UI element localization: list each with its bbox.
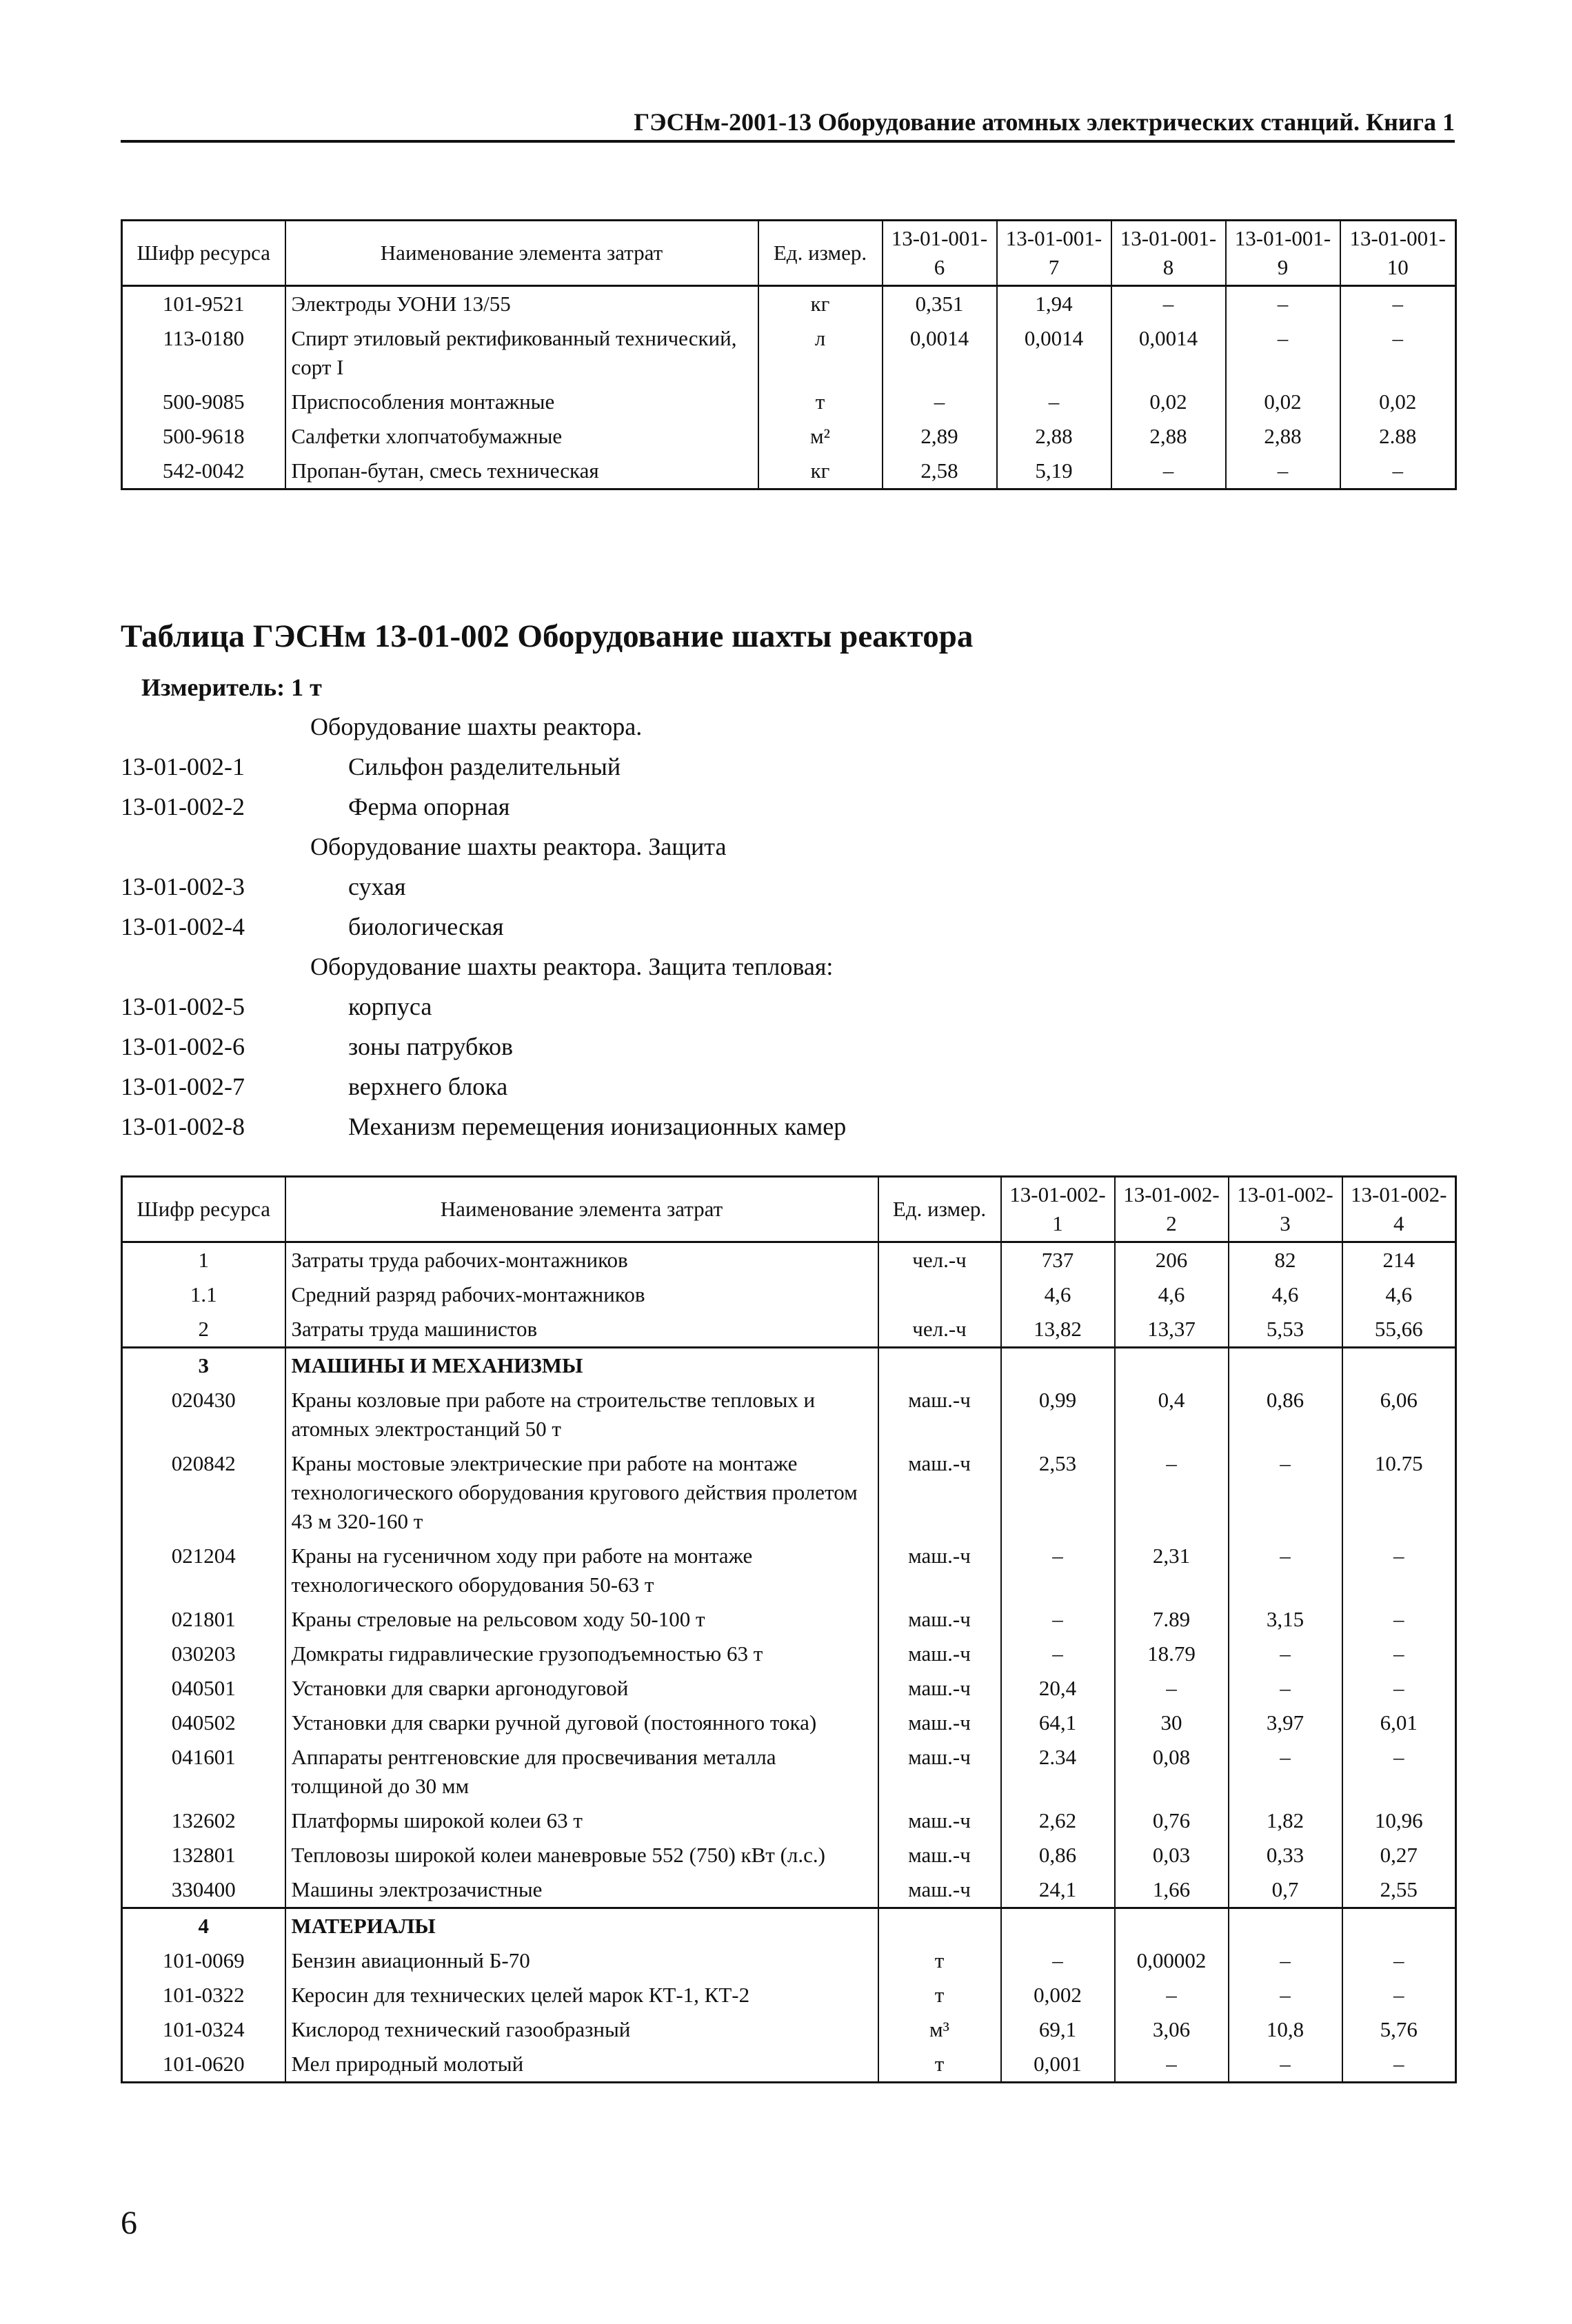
value-cell [1001, 1908, 1115, 1944]
value-cell: 0,02 [1226, 385, 1340, 419]
value-cell: 2.34 [1001, 1740, 1115, 1803]
unit-cell: маш.-ч [878, 1803, 1001, 1838]
value-cell: 737 [1001, 1242, 1115, 1278]
table-row [122, 385, 1456, 419]
norm-description: верхнего блока [348, 1073, 508, 1100]
section-row [122, 1348, 1456, 1384]
cost-element-name: Краны стреловые на рельсовом ходу 50-100 т [285, 1602, 878, 1637]
resource-code: 500-9618 [122, 419, 285, 454]
unit-cell: маш.-ч [878, 1446, 1001, 1539]
resource-code: 040501 [122, 1671, 285, 1706]
table-row [122, 419, 1456, 454]
cost-element-name: Платформы широкой колеи 63 т [285, 1803, 878, 1838]
value-cell: – [1001, 1637, 1115, 1671]
value-cell: – [1115, 1978, 1229, 2012]
value-cell: 5,19 [997, 454, 1111, 489]
value-cell: – [1229, 1978, 1342, 2012]
cost-element-name: Бензин авиационный Б-70 [285, 1943, 878, 1978]
col-header-norm: 13-01-001-8 [1111, 221, 1226, 286]
value-cell: 64,1 [1001, 1706, 1115, 1740]
value-cell: – [1342, 1602, 1456, 1637]
value-cell: 0,33 [1229, 1838, 1342, 1872]
cost-element-name: Машины электрозачистные [285, 1872, 878, 1908]
value-cell: 0,4 [1115, 1383, 1229, 1446]
value-cell: 6,01 [1342, 1706, 1456, 1740]
value-cell: 3,97 [1229, 1706, 1342, 1740]
cost-element-name: МАШИНЫ И МЕХАНИЗМЫ [285, 1348, 878, 1384]
cost-element-name: Аппараты рентгеновские для просвечивания металла толщиной до 30 мм [285, 1740, 878, 1803]
resource-table-002 [121, 1175, 1457, 2083]
header-title: ГЭСНм-2001-13 Оборудование атомных электрических станций. Книга 1 [634, 108, 1455, 136]
norm-code: 13-01-002-4 [121, 913, 245, 940]
col-header-norm: 13-01-002-1 [1001, 1177, 1115, 1242]
value-cell: – [1111, 454, 1226, 489]
cost-element-name: Затраты труда машинистов [285, 1312, 878, 1348]
resource-code: 542-0042 [122, 454, 285, 489]
value-cell: – [1001, 1539, 1115, 1602]
norm-description: зоны патрубков [348, 1033, 513, 1060]
value-cell: 2,31 [1115, 1539, 1229, 1602]
norm-code: 13-01-002-5 [121, 993, 245, 1020]
unit-cell: т [878, 1943, 1001, 1978]
value-cell: – [1342, 1671, 1456, 1706]
cost-element-name: МАТЕРИАЛЫ [285, 1908, 878, 1944]
resource-code: 020430 [122, 1383, 285, 1446]
cost-element-name: Салфетки хлопчатобумажные [285, 419, 758, 454]
col-header-norm: 13-01-001-9 [1226, 221, 1340, 286]
value-cell: – [1001, 1943, 1115, 1978]
resource-code: 3 [122, 1348, 285, 1384]
value-cell: 4,6 [1001, 1277, 1115, 1312]
cost-element-name: Краны на гусеничном ходу при работе на монтаже технологического оборудования 50-63 т [285, 1539, 878, 1602]
table-row [122, 1838, 1456, 1872]
table-row [122, 454, 1456, 489]
value-cell: 206 [1115, 1242, 1229, 1278]
resource-code: 041601 [122, 1740, 285, 1803]
cost-element-name: Установки для сварки аргонодуговой [285, 1671, 878, 1706]
value-cell: – [1342, 1740, 1456, 1803]
value-cell: 3,06 [1115, 2012, 1229, 2047]
section-row [122, 1908, 1456, 1944]
unit-cell: т [758, 385, 883, 419]
resource-code: 2 [122, 1312, 285, 1348]
cost-element-name: Приспособления монтажные [285, 385, 758, 419]
table-row [122, 1539, 1456, 1602]
resource-code: 030203 [122, 1637, 285, 1671]
value-cell: 2,53 [1001, 1446, 1115, 1539]
cost-element-name: Кислород технический газообразный [285, 2012, 878, 2047]
value-cell: 82 [1229, 1242, 1342, 1278]
value-cell: – [1340, 454, 1456, 489]
value-cell: 4,6 [1342, 1277, 1456, 1312]
value-cell: – [1226, 454, 1340, 489]
value-cell: 214 [1342, 1242, 1456, 1278]
unit-cell [878, 1348, 1001, 1384]
value-cell: 10,8 [1229, 2012, 1342, 2047]
table-row [122, 1803, 1456, 1838]
unit-cell: маш.-ч [878, 1383, 1001, 1446]
value-cell: – [1229, 1943, 1342, 1978]
resource-table-001 [121, 219, 1457, 490]
cost-element-name: Домкраты гидравлические грузоподъемностью 63 т [285, 1637, 878, 1671]
value-cell: 0,7 [1229, 1872, 1342, 1908]
table-row [122, 1872, 1456, 1908]
value-cell [1001, 1348, 1115, 1384]
unit-cell: маш.-ч [878, 1671, 1001, 1706]
unit-cell: маш.-ч [878, 1740, 1001, 1803]
col-header-norm: 13-01-002-3 [1229, 1177, 1342, 1242]
table-row [122, 321, 1456, 385]
resource-code: 132602 [122, 1803, 285, 1838]
table-title: Таблица ГЭСНм 13-01-002 Оборудование шахты реактора [121, 618, 974, 654]
value-cell: – [1226, 321, 1340, 385]
value-cell: 0,001 [1001, 2047, 1115, 2083]
table-row [122, 1943, 1456, 1978]
unit-cell: т [878, 1978, 1001, 2012]
value-cell [1115, 1348, 1229, 1384]
col-header-name: Наименование элемента затрат [285, 1177, 878, 1242]
value-cell: – [1342, 2047, 1456, 2083]
meter-value: 1 т [291, 674, 322, 701]
value-cell: – [1229, 1539, 1342, 1602]
value-cell: – [1229, 1637, 1342, 1671]
resource-code: 1 [122, 1242, 285, 1278]
table-header-row [122, 221, 1456, 286]
running-header [121, 107, 1455, 143]
value-cell: – [1001, 1602, 1115, 1637]
value-cell: 0,86 [1001, 1838, 1115, 1872]
cost-element-name: Краны козловые при работе на строительстве тепловых и атомных электростанций 50 т [285, 1383, 878, 1446]
table-row [122, 2012, 1456, 2047]
table-header-row [122, 1177, 1456, 1242]
value-cell: – [1342, 1539, 1456, 1602]
norm-description: Механизм перемещения ионизационных камер [348, 1113, 847, 1140]
unit-cell: м³ [878, 2012, 1001, 2047]
resource-code: 021801 [122, 1602, 285, 1637]
resource-code: 132801 [122, 1838, 285, 1872]
resource-code: 1.1 [122, 1277, 285, 1312]
value-cell: 18.79 [1115, 1637, 1229, 1671]
resource-code: 113-0180 [122, 321, 285, 385]
value-cell: 20,4 [1001, 1671, 1115, 1706]
value-cell: – [1342, 1978, 1456, 2012]
value-cell: 0,86 [1229, 1383, 1342, 1446]
table-row [122, 1383, 1456, 1446]
value-cell: 2,88 [1111, 419, 1226, 454]
col-header-norm: 13-01-001-7 [997, 221, 1111, 286]
value-cell: – [1229, 2047, 1342, 2083]
cost-element-name: Краны мостовые электрические при работе на монтаже технологического оборудования кругового действия пролетом 43 м 320-160 т [285, 1446, 878, 1539]
value-cell: 10.75 [1342, 1446, 1456, 1539]
norm-description: Ферма опорная [348, 793, 510, 820]
value-cell: – [1115, 1446, 1229, 1539]
value-cell: 0,03 [1115, 1838, 1229, 1872]
unit-cell: м² [758, 419, 883, 454]
norm-code: 13-01-002-7 [121, 1073, 245, 1100]
col-header-code: Шифр ресурса [122, 221, 285, 286]
value-cell: 0,351 [883, 286, 997, 322]
value-cell: 6,06 [1342, 1383, 1456, 1446]
resource-code: 021204 [122, 1539, 285, 1602]
unit-cell: маш.-ч [878, 1706, 1001, 1740]
page-number: 6 [121, 2205, 137, 2241]
value-cell: 5,76 [1342, 2012, 1456, 2047]
cost-element-name: Средний разряд рабочих-монтажников [285, 1277, 878, 1312]
value-cell: 0,0014 [1111, 321, 1226, 385]
resource-code: 101-9521 [122, 286, 285, 322]
value-cell: 2,88 [997, 419, 1111, 454]
value-cell: – [1229, 1740, 1342, 1803]
value-cell: – [1111, 286, 1226, 322]
col-header-norm: 13-01-002-4 [1342, 1177, 1456, 1242]
value-cell: 2,55 [1342, 1872, 1456, 1908]
norm-code: 13-01-002-2 [121, 793, 245, 820]
table-row [122, 286, 1456, 322]
unit-cell: маш.-ч [878, 1539, 1001, 1602]
cost-element-name: Затраты труда рабочих-монтажников [285, 1242, 878, 1278]
table-row [122, 1312, 1456, 1348]
value-cell: 0,0014 [997, 321, 1111, 385]
col-header-code: Шифр ресурса [122, 1177, 285, 1242]
value-cell: – [1342, 1637, 1456, 1671]
value-cell: 0,002 [1001, 1978, 1115, 2012]
value-cell: 0,02 [1340, 385, 1456, 419]
unit-cell [878, 1908, 1001, 1944]
value-cell: 0,08 [1115, 1740, 1229, 1803]
value-cell: 55,66 [1342, 1312, 1456, 1348]
cost-element-name: Керосин для технических целей марок КТ-1, КТ-2 [285, 1978, 878, 2012]
norm-description: Сильфон разделительный [348, 753, 621, 780]
resource-code: 101-0324 [122, 2012, 285, 2047]
col-header-norm: 13-01-001-10 [1340, 221, 1456, 286]
unit-cell: чел.-ч [878, 1242, 1001, 1278]
table-row [122, 1277, 1456, 1312]
value-cell: 2,88 [1226, 419, 1340, 454]
value-cell: 2,89 [883, 419, 997, 454]
value-cell: 13,37 [1115, 1312, 1229, 1348]
resource-code: 500-9085 [122, 385, 285, 419]
table-row [122, 1446, 1456, 1539]
unit-cell: т [878, 2047, 1001, 2083]
value-cell: – [883, 385, 997, 419]
value-cell: – [1229, 1446, 1342, 1539]
value-cell [1229, 1348, 1342, 1384]
resource-code: 101-0069 [122, 1943, 285, 1978]
value-cell: 1,82 [1229, 1803, 1342, 1838]
unit-cell: маш.-ч [878, 1872, 1001, 1908]
value-cell: 0,99 [1001, 1383, 1115, 1446]
meter-line [141, 672, 322, 703]
col-header-name: Наименование элемента затрат [285, 221, 758, 286]
value-cell: 30 [1115, 1706, 1229, 1740]
resource-code: 4 [122, 1908, 285, 1944]
value-cell: 0,00002 [1115, 1943, 1229, 1978]
table-row [122, 1602, 1456, 1637]
value-cell: 4,6 [1229, 1277, 1342, 1312]
value-cell: 4,6 [1115, 1277, 1229, 1312]
value-cell: 0,76 [1115, 1803, 1229, 1838]
norm-code: 13-01-002-3 [121, 873, 245, 900]
resource-code: 020842 [122, 1446, 285, 1539]
value-cell: 7.89 [1115, 1602, 1229, 1637]
unit-cell [878, 1277, 1001, 1312]
value-cell: 2.88 [1340, 419, 1456, 454]
table-row [122, 1978, 1456, 2012]
value-cell: – [1340, 286, 1456, 322]
value-cell: 10,96 [1342, 1803, 1456, 1838]
value-cell [1229, 1908, 1342, 1944]
value-cell: 13,82 [1001, 1312, 1115, 1348]
value-cell: – [1229, 1671, 1342, 1706]
table-row [122, 1242, 1456, 1278]
resource-code: 330400 [122, 1872, 285, 1908]
unit-cell: маш.-ч [878, 1602, 1001, 1637]
norm-code: 13-01-002-8 [121, 1113, 245, 1140]
value-cell: – [1340, 321, 1456, 385]
col-header-norm: 13-01-002-2 [1115, 1177, 1229, 1242]
table-row [122, 1637, 1456, 1671]
norm-description: сухая [348, 873, 406, 900]
table-row [122, 1671, 1456, 1706]
value-cell: 2,62 [1001, 1803, 1115, 1838]
table-row [122, 1740, 1456, 1803]
value-cell: 5,53 [1229, 1312, 1342, 1348]
col-header-norm: 13-01-001-6 [883, 221, 997, 286]
value-cell [1342, 1908, 1456, 1944]
value-cell: 1,94 [997, 286, 1111, 322]
unit-cell: кг [758, 286, 883, 322]
value-cell: 3,15 [1229, 1602, 1342, 1637]
norm-description: биологическая [348, 913, 504, 940]
unit-cell: маш.-ч [878, 1637, 1001, 1671]
meter-label: Измеритель: [141, 674, 285, 701]
value-cell: 0,27 [1342, 1838, 1456, 1872]
value-cell [1342, 1348, 1456, 1384]
norm-description: Оборудование шахты реактора. [310, 713, 643, 740]
value-cell: 1,66 [1115, 1872, 1229, 1908]
unit-cell: кг [758, 454, 883, 489]
col-header-unit: Ед. измер. [878, 1177, 1001, 1242]
unit-cell: л [758, 321, 883, 385]
norm-code: 13-01-002-1 [121, 753, 245, 780]
norm-description: корпуса [348, 993, 432, 1020]
cost-element-name: Спирт этиловый ректификованный технический, сорт I [285, 321, 758, 385]
resource-code: 040502 [122, 1706, 285, 1740]
value-cell: – [1115, 1671, 1229, 1706]
value-cell: – [1226, 286, 1340, 322]
cost-element-name: Электроды УОНИ 13/55 [285, 286, 758, 322]
value-cell: 0,0014 [883, 321, 997, 385]
resource-code: 101-0620 [122, 2047, 285, 2083]
cost-element-name: Тепловозы широкой колеи маневровые 552 (750) кВт (л.с.) [285, 1838, 878, 1872]
cost-element-name: Пропан-бутан, смесь техническая [285, 454, 758, 489]
value-cell: 69,1 [1001, 2012, 1115, 2047]
table-row [122, 2047, 1456, 2083]
norm-description: Оборудование шахты реактора. Защита [310, 833, 727, 860]
cost-element-name: Установки для сварки ручной дуговой (постоянного тока) [285, 1706, 878, 1740]
value-cell: 2,58 [883, 454, 997, 489]
value-cell: 0,02 [1111, 385, 1226, 419]
unit-cell: чел.-ч [878, 1312, 1001, 1348]
value-cell: 24,1 [1001, 1872, 1115, 1908]
resource-code: 101-0322 [122, 1978, 285, 2012]
value-cell: – [997, 385, 1111, 419]
col-header-unit: Ед. измер. [758, 221, 883, 286]
norm-description: Оборудование шахты реактора. Защита тепловая: [310, 953, 834, 980]
norm-code: 13-01-002-6 [121, 1033, 245, 1060]
value-cell [1115, 1908, 1229, 1944]
value-cell: – [1115, 2047, 1229, 2083]
value-cell: – [1342, 1943, 1456, 1978]
table-row [122, 1706, 1456, 1740]
unit-cell: маш.-ч [878, 1838, 1001, 1872]
cost-element-name: Мел природный молотый [285, 2047, 878, 2083]
